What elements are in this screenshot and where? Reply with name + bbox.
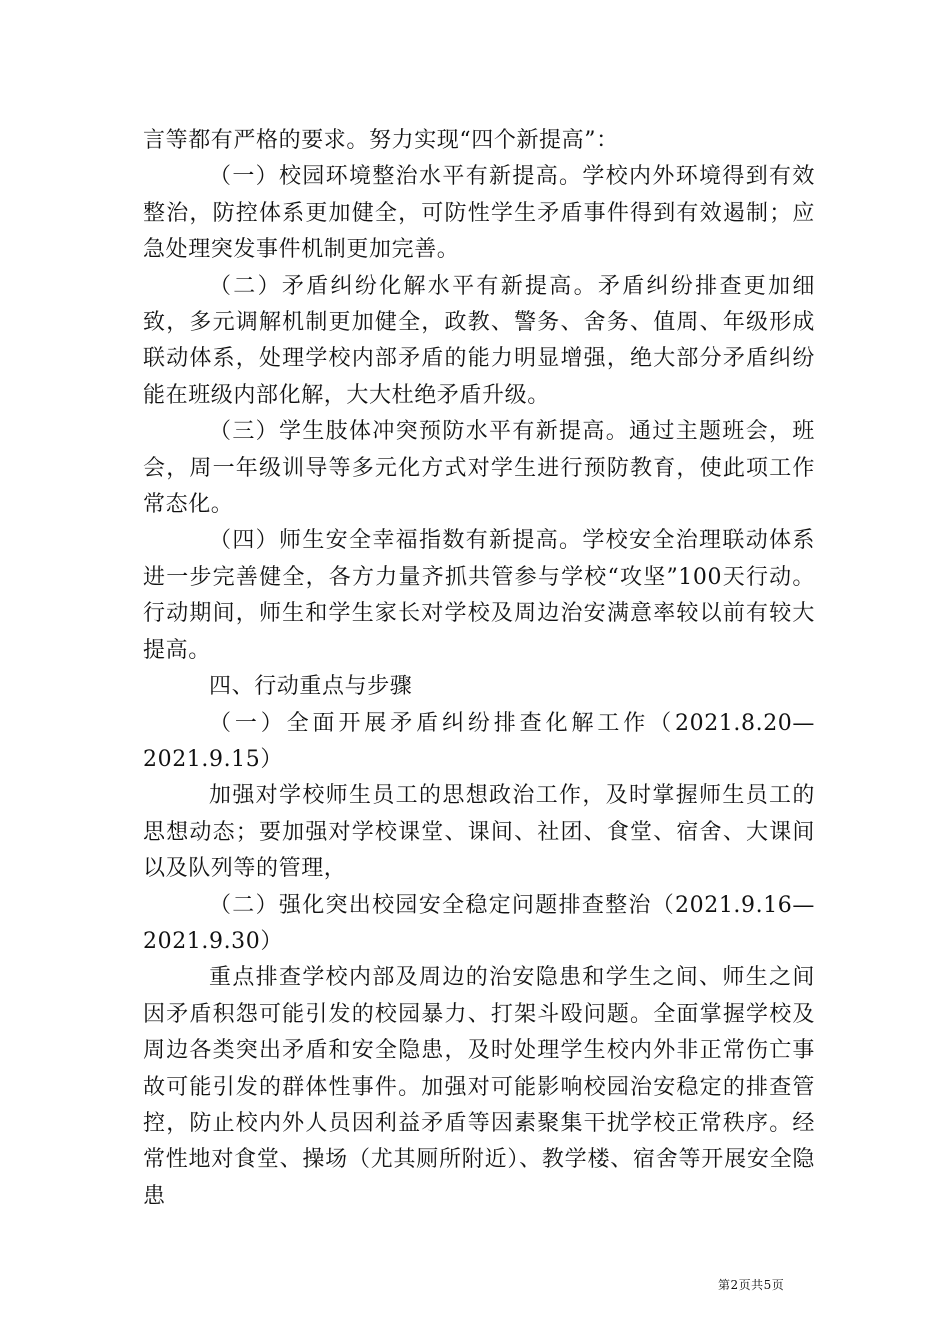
paragraph-7: 重点排查学校内部及周边的治安隐患和学生之间、师生之间因矛盾积怨可能引发的校园暴力、打架斗殴问题。全面掌握学校及周边各类突出矛盾和安全隐患，及时处理学生校内外非正常伤亡事故可能引发的群体性事件。加强对可能影响校园治安稳定的排查管控，防止校内外人员因利益矛盾等因素聚集干扰学校正常秩序。经常性地对食堂、操场（尤其厕所附近）、教学楼、宿舍等开展安全隐患 [143, 965, 815, 1209]
section-heading: 四、行动重点与步骤 [209, 674, 413, 700]
paragraph-6: 加强对学校师生员工的思想政治工作，及时掌握师生员工的思想动态；要加强对学校课堂、课间、社团、食堂、宿舍、大课间以及队列等的管理， [143, 783, 815, 882]
paragraph-3: （二）矛盾纠纷化解水平有新提高。矛盾纠纷排查更加细致，多元调解机制更加健全，政教、警务、舍务、值周、年级形成联动体系，处理学校内部矛盾的能力明显增强，绝大部分矛盾纠纷能在班级内部化解，大大杜绝矛盾升级。 [143, 273, 815, 408]
page-number: 第2页共5页 [718, 1278, 785, 1292]
subsection-heading-1: （一）全面开展矛盾纠纷排查化解工作（2021.8.20—2021.9.15） [143, 710, 815, 772]
paragraph-5: （四）师生安全幸福指数有新提高。学校安全治理联动体系进一步完善健全，各方力量齐抓共管参与学校“攻坚”100天行动。行动期间，师生和学生家长对学校及周边治安满意率较以前有较大提高。 [143, 528, 815, 663]
paragraph-4: （三）学生肢体冲突预防水平有新提高。通过主题班会，班会，周一年级训导等多元化方式对学生进行预防教育，使此项工作常态化。 [143, 419, 815, 518]
subsection-heading-2: （二）强化突出校园安全稳定问题排查整治（2021.9.16—2021.9.30） [143, 892, 815, 954]
paragraph-2: （一）校园环境整治水平有新提高。学校内外环境得到有效整治，防控体系更加健全，可防性学生矛盾事件得到有效遏制；应急处理突发事件机制更加完善。 [143, 164, 815, 263]
body-text [143, 123, 815, 1215]
paragraph-1: 言等都有严格的要求。努力实现“四个新提高”： [143, 128, 619, 153]
